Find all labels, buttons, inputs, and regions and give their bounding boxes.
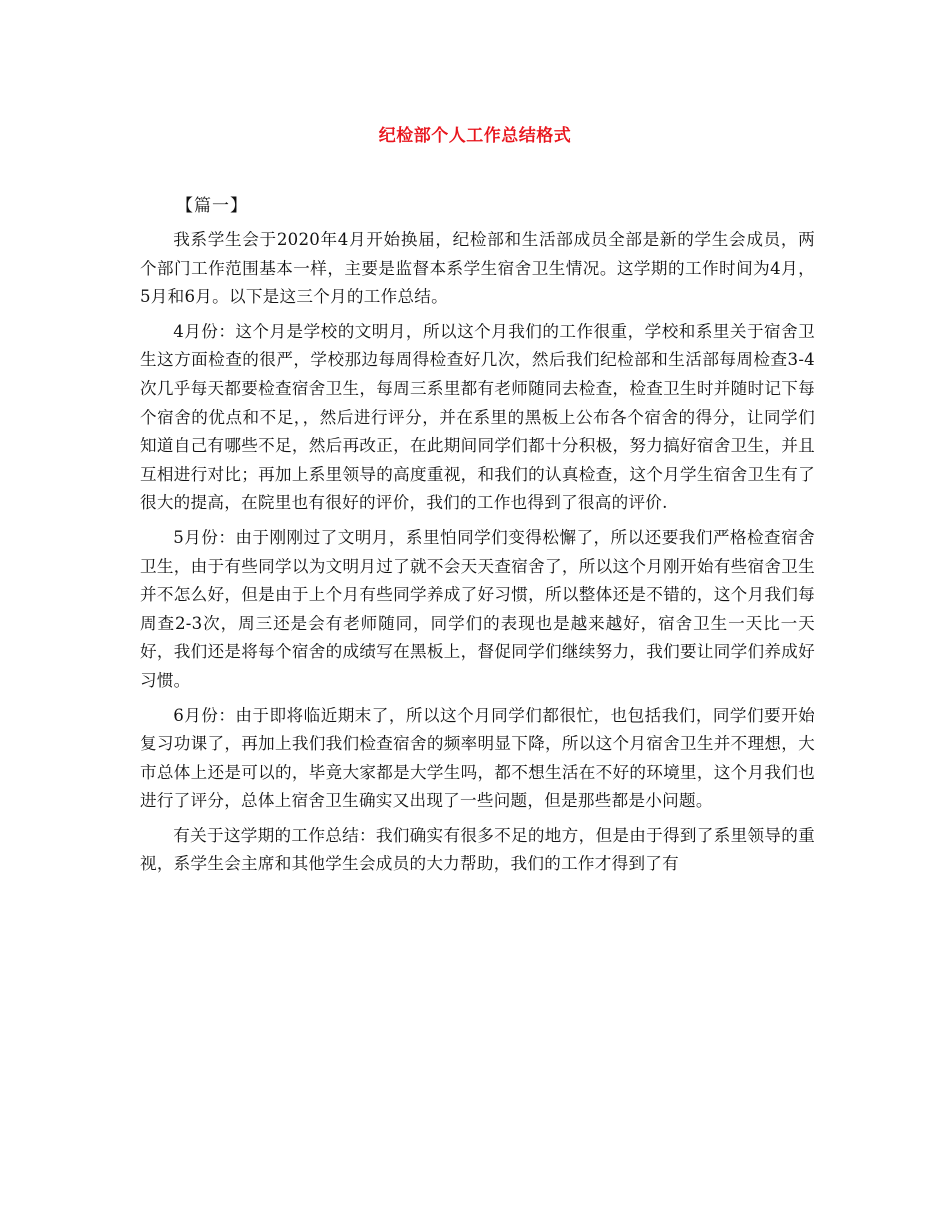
- document-body: [140, 226, 815, 885]
- document-title: 纪检部个人工作总结格式: [378, 126, 572, 146]
- paragraph-june: 6月份：由于即将临近期末了，所以这个月同学们都很忙，也包括我们，同学们要开始复习功课了，再加上我们我们检查宿舍的频率明显下降，所以这个月宿舍卫生并不理想，大市总体上还是可以的，毕竟大家都是大学生吗，都不想生活在不好的环境里，这个月我们也进行了评分，总体上宿舍卫生确实又出现了一些问题，但是那些都是小问题。: [140, 705, 815, 811]
- paragraph-april: 4月份：这个月是学校的文明月，所以这个月我们的工作很重，学校和系里关于宿舍卫生这方面检查的很严，学校那边每周得检查好几次，然后我们纪检部和生活部每周检查3-4次几乎每天都要检查宿舍卫生，每周三系里都有老师随同去检查，检查卫生时并随时记下每个宿舍的优点和不足，，然后进行评分，并在系里的黑板上公布各个宿舍的得分，让同学们知道自己有哪些不足，然后再改正，在此期间同学们都十分积极，努力搞好宿舍卫生，并且互相进行对比；再加上系里领导的高度重视，和我们的认真检查，这个月学生宿舍卫生有了很大的提高，在院里也有很好的评价，我们的工作也得到了很高的评价.: [140, 321, 815, 513]
- paragraph-may: 5月份：由于刚刚过了文明月，系里怕同学们变得松懈了，所以还要我们严格检查宿舍卫生，由于有些同学以为文明月过了就不会天天查宿舍了，所以这个月刚开始有些宿舍卫生并不怎么好，但是由于上个月有些同学养成了好习惯，所以整体还是不错的，这个月我们每周查2-3次，周三还是会有老师随同，同学们的表现也是越来越好，宿舍卫生一天比一天好，我们还是将每个宿舍的成绩写在黑板上，督促同学们继续努力，我们要让同学们养成好习惯。: [140, 527, 815, 690]
- paragraph-intro: 我系学生会于2020年4月开始换届，纪检部和生活部成员全部是新的学生会成员，两个部门工作范围基本一样，主要是监督本系学生宿舍卫生情况。这学期的工作时间为4月，5月和6月。以下是这三个月的工作总结。: [140, 230, 815, 307]
- paragraph-summary: 有关于这学期的工作总结：我们确实有很多不足的地方，但是由于得到了系里领导的重视，系学生会主席和其他学生会成员的大力帮助，我们的工作才得到了有: [140, 825, 815, 874]
- section-heading: 【篇一】: [176, 196, 248, 216]
